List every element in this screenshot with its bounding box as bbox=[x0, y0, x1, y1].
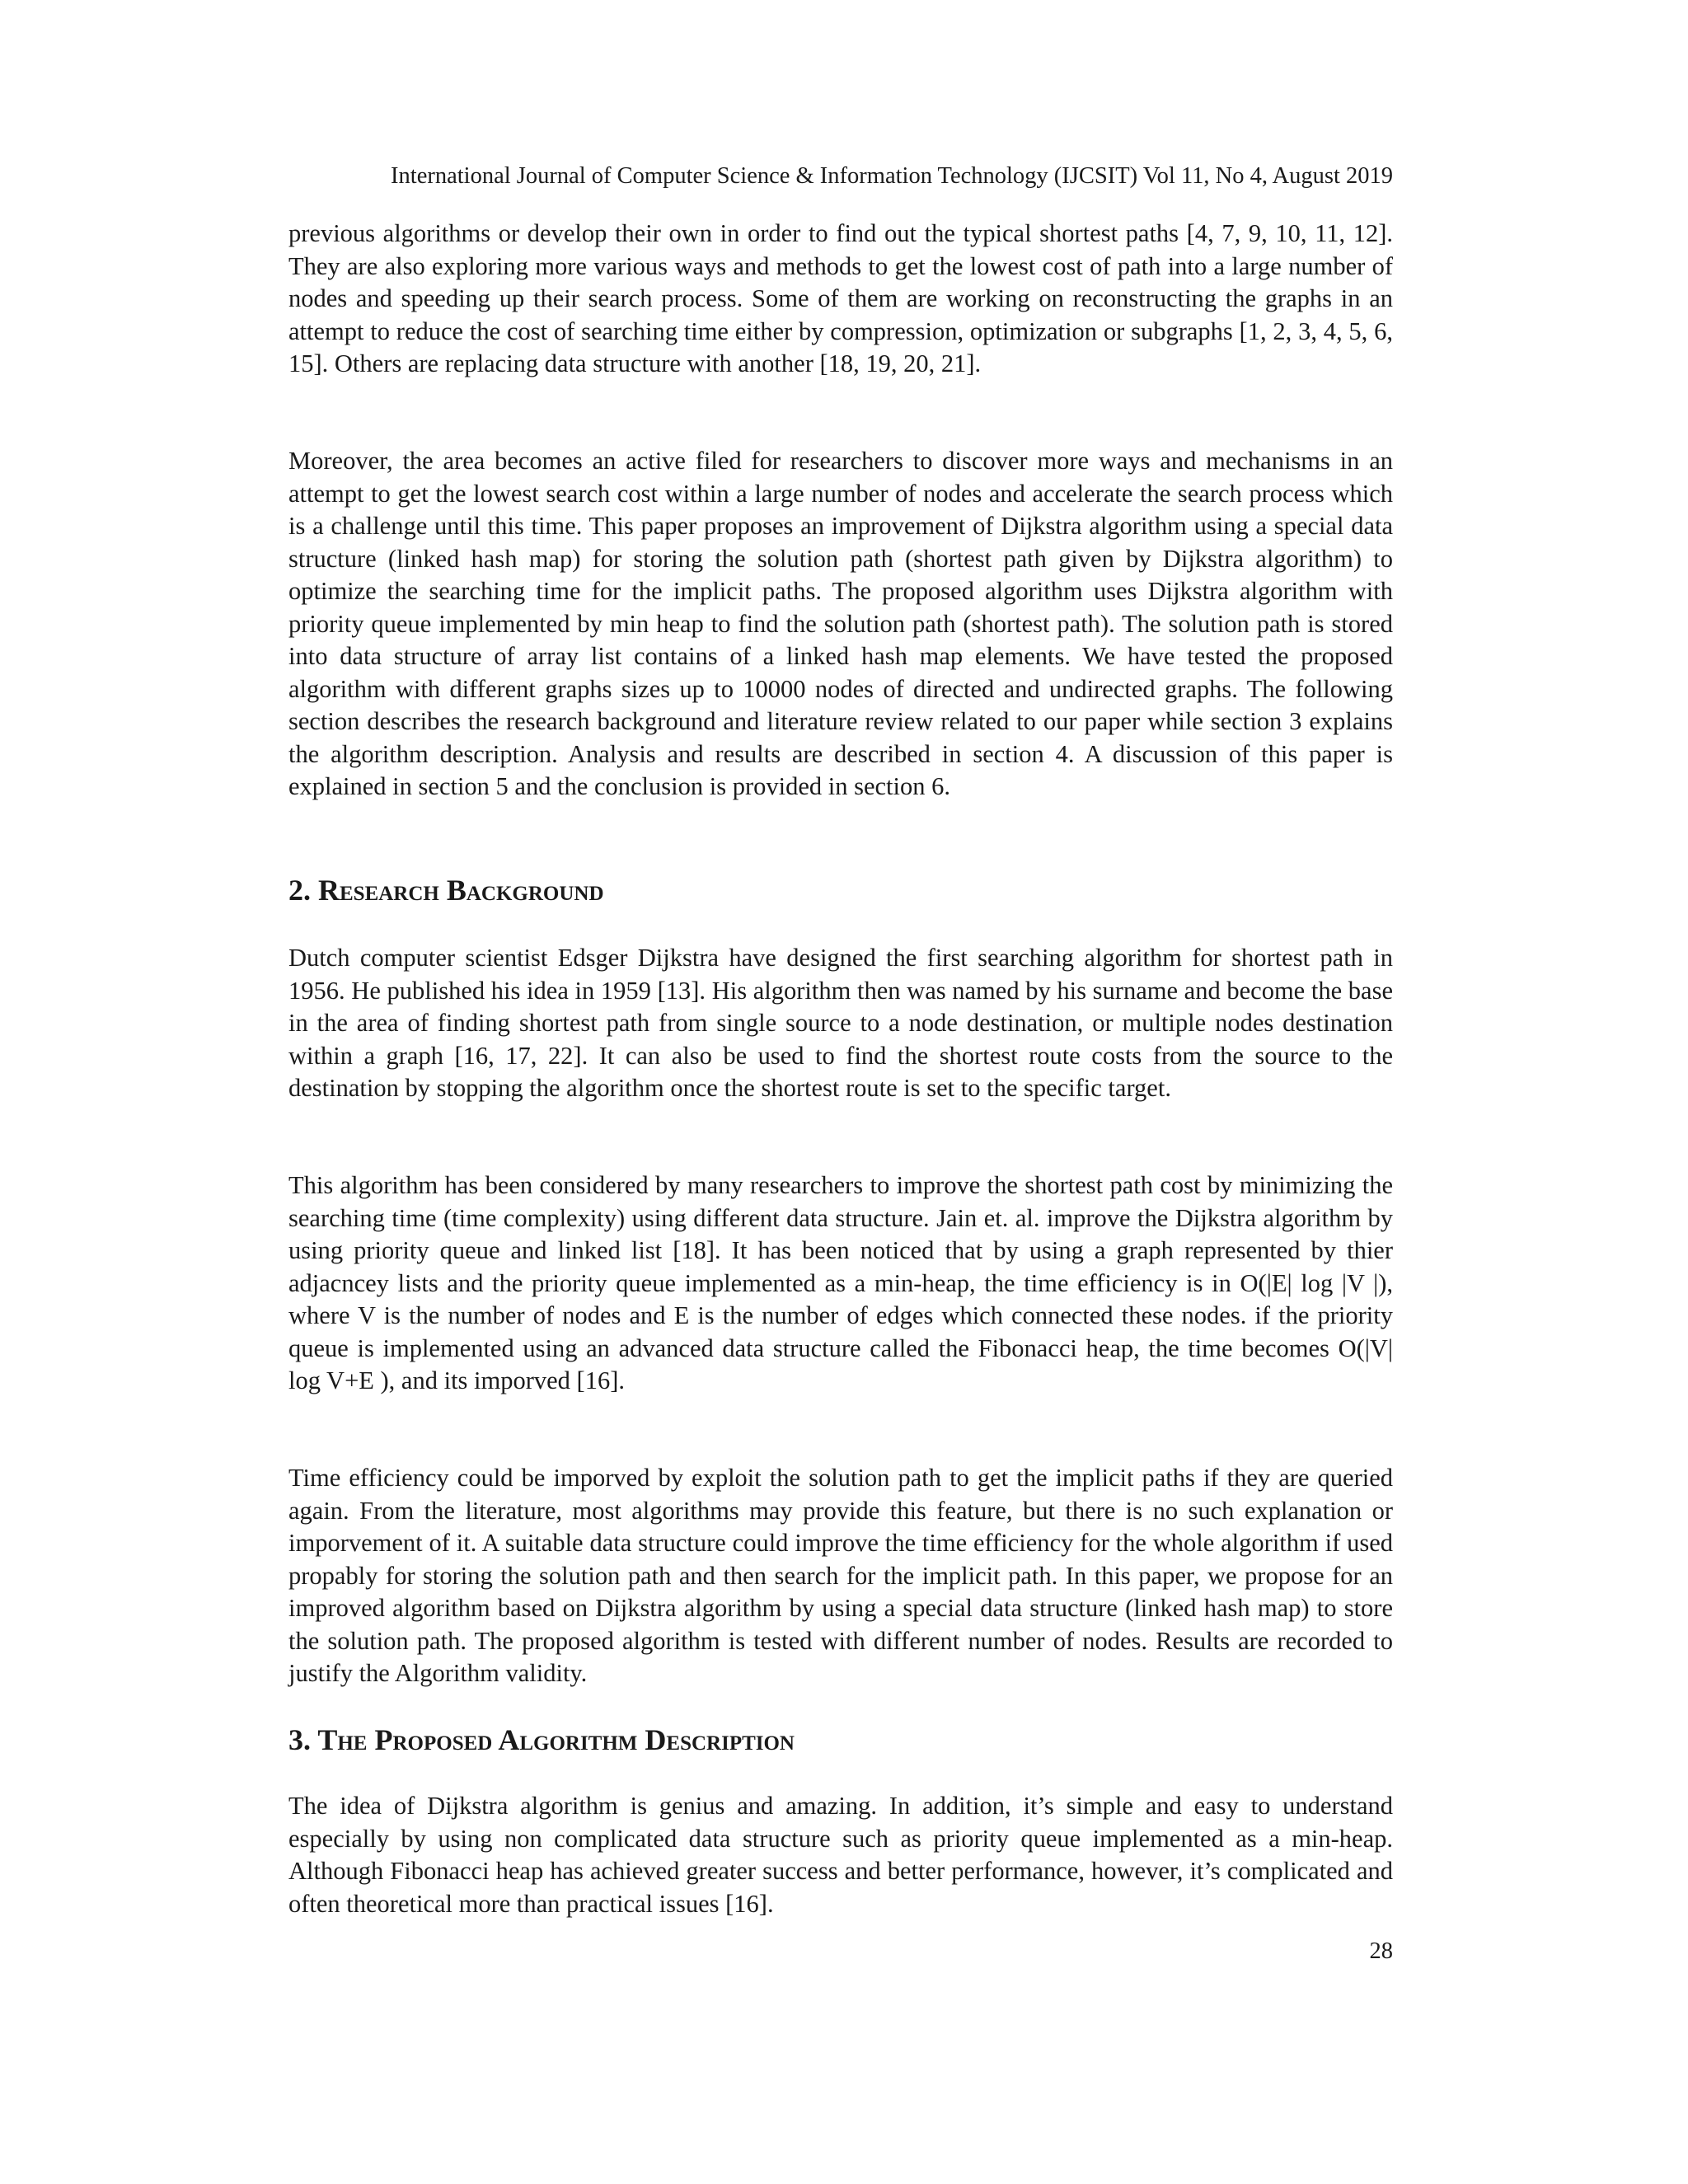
section-heading-research-background: 2. Research Background bbox=[288, 874, 604, 907]
paragraph-dijkstra-history: Dutch computer scientist Edsger Dijkstra have designed the first searching algorithm for shortest path in 1956. He published his idea in 1959 [13]. His algorithm then was named by his surname and become the base in the area of finding shortest path from single source to a node destination, or multiple nodes destination within a graph [16, 17, 22]. It can also be used to find the shortest route costs from the source to the destination by stopping the algorithm once the shortest route is set to the specific target. bbox=[288, 944, 1393, 1102]
paragraph-time-efficiency: Time efficiency could be imporved by exploit the solution path to get the implicit paths if they are queried again. From the literature, most algorithms may provide this feature, but there is no such explanation or imporvement of it. A suitable data structure could improve the time efficiency for the whole algorithm if used propably for storing the solution path and then search for the implicit path. In this paper, we propose for an improved algorithm based on Dijkstra algorithm by using a special data structure (linked hash map) to store the solution path. The proposed algorithm is tested with different number of nodes. Results are recorded to justify the Algorithm validity. bbox=[288, 1464, 1393, 1687]
running-header: International Journal of Computer Science & Information Technology (IJCSIT) Vol 11, No 4, August 2019 bbox=[391, 163, 1393, 189]
paragraph-moreover: Moreover, the area becomes an active filed for researchers to discover more ways and mechanisms in an attempt to get the lowest search cost within a large number of nodes and accelerate the search process which is a challenge until this time. This paper proposes an improvement of Dijkstra algorithm using a special data structure (linked hash map) for storing the solution path (shortest path given by Dijkstra algorithm) to optimize the searching time for the implicit paths. The proposed algorithm uses Dijkstra algorithm with priority queue implemented by min heap to find the solution path (shortest path). The solution path is stored into data structure of array list contains of a linked hash map elements. We have tested the proposed algorithm with different graphs sizes up to 10000 nodes of directed and undirected graphs. The following section describes the research background and literature review related to our paper while section 3 explains the algorithm description. Analysis and results are described in section 4. A discussion of this paper is explained in section 5 and the conclusion is provided in section 6. bbox=[288, 447, 1393, 800]
paragraph-improvements: This algorithm has been considered by many researchers to improve the shortest path cost by minimizing the searching time (time complexity) using different data structure. Jain et. al. improve the Dijkstra algorithm by using priority queue and linked list [18]. It has been noticed that by using a graph represented by thier adjacncey lists and the priority queue implemented as a min-heap, the time efficiency is in O(|E| log |V |), where V is the number of nodes and E is the number of edges which connected these nodes. if the priority queue is implemented using an advanced data structure called the Fibonacci heap, the time becomes O(|V| log V+E ), and its imporved [16]. bbox=[288, 1171, 1393, 1394]
page-number: 28 bbox=[1369, 1938, 1393, 1964]
paragraph-intro-continued: previous algorithms or develop their own in order to find out the typical shortest paths [4, 7, 9, 10, 11, 12]. They are also exploring more various ways and methods to get the lowest cost of path into a large number of nodes and speeding up their search process. Some of them are working on reconstructing the graphs in an attempt to reduce the cost of searching time either by compression, optimization or subgraphs [1, 2, 3, 4, 5, 6, 15]. Others are replacing data structure with another [18, 19, 20, 21]. bbox=[288, 219, 1393, 377]
paper-page bbox=[288, 0, 1393, 2184]
section-heading-proposed-algorithm: 3. The Proposed Algorithm Description bbox=[288, 1723, 795, 1756]
paragraph-algorithm-idea: The idea of Dijkstra algorithm is genius and amazing. In addition, it’s simple and easy to understand especially by using non complicated data structure such as priority queue implemented as a min-heap. Although Fibonacci heap has achieved greater success and better performance, however, it’s complicated and often theoretical more than practical issues [16]. bbox=[288, 1792, 1393, 1918]
